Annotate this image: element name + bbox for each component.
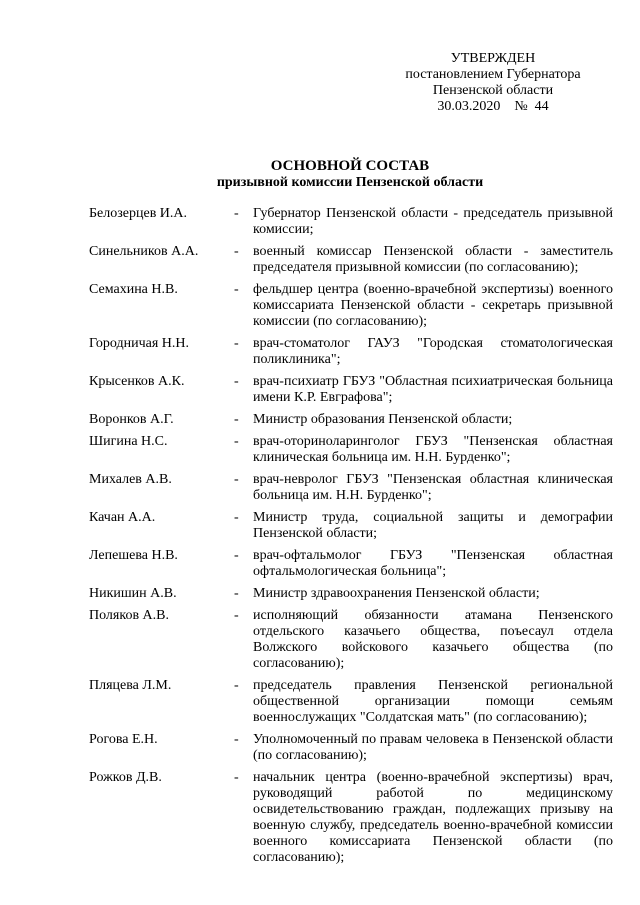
member-dash: - xyxy=(234,770,239,785)
member-dash: - xyxy=(234,732,239,747)
member-name: Городничая Н.Н. xyxy=(89,336,189,351)
member-row xyxy=(89,412,613,428)
member-row xyxy=(89,732,613,764)
member-dash: - xyxy=(234,510,239,525)
member-name: Качан А.А. xyxy=(89,510,156,525)
member-name: Воронков А.Г. xyxy=(89,412,174,427)
member-row xyxy=(89,244,613,276)
member-row xyxy=(89,548,613,580)
member-role: Министр образования Пензенской области; xyxy=(253,412,513,427)
member-role: врач-оториноларинголог ГБУЗ "Пензенская областная клиническая больница им. Н.Н. Бурденко"; xyxy=(253,434,613,465)
member-role: врач-офтальмолог ГБУЗ "Пензенская областная офтальмологическая больница"; xyxy=(253,548,613,579)
member-row xyxy=(89,206,613,238)
member-dash: - xyxy=(234,548,239,563)
member-role: врач-невролог ГБУЗ "Пензенская областная клиническая больница им. Н.Н. Бурденко"; xyxy=(253,472,613,503)
member-name: Рогова Е.Н. xyxy=(89,732,158,747)
member-dash: - xyxy=(234,374,239,389)
member-dash: - xyxy=(234,244,239,259)
member-name: Рожков Д.В. xyxy=(89,770,162,785)
member-name: Никишин А.В. xyxy=(89,586,177,601)
member-dash: - xyxy=(234,412,239,427)
member-role: Министр труда, социальной защиты и демографии Пензенской области; xyxy=(253,510,613,541)
member-dash: - xyxy=(234,434,239,449)
approval-line-2: постановлением Губернатора xyxy=(405,67,581,82)
member-dash: - xyxy=(234,282,239,297)
member-dash: - xyxy=(234,678,239,693)
member-name: Крысенков А.К. xyxy=(89,374,185,389)
member-row xyxy=(89,434,613,466)
member-dash: - xyxy=(234,472,239,487)
members-list xyxy=(89,206,613,872)
member-row xyxy=(89,336,613,368)
member-row xyxy=(89,510,613,542)
member-role: военный комиссар Пензенской области - заместитель председателя призывной комиссии (по согласованию); xyxy=(253,244,613,275)
title-line-1: ОСНОВНОЙ СОСТАВ xyxy=(270,158,430,174)
member-dash: - xyxy=(234,336,239,351)
member-role: Министр здравоохранения Пензенской области; xyxy=(253,586,540,601)
member-role: председатель правления Пензенской региональной общественной организации помощи семьям военнослужащих "Солдатская мать" (по согласованию); xyxy=(253,678,613,725)
approval-stamp xyxy=(388,51,598,115)
member-role: исполняющий обязанности атамана Пензенского отдельского казачьего общества, поъесаул отдела Волжского войскового казачьего общества (по согласованию); xyxy=(253,608,613,671)
member-row xyxy=(89,770,613,866)
member-role: врач-психиатр ГБУЗ "Областная психиатрическая больница имени К.Р. Евграфова"; xyxy=(253,374,613,405)
document-title xyxy=(140,158,560,191)
member-name: Пляцева Л.М. xyxy=(89,678,172,693)
member-role: Губернатор Пензенской области - председатель призывной комиссии; xyxy=(253,206,613,237)
member-name: Синельников А.А. xyxy=(89,244,199,259)
title-line-2: призывной комиссии Пензенской области xyxy=(216,175,484,190)
member-name: Семахина Н.В. xyxy=(89,282,178,297)
member-dash: - xyxy=(234,206,239,221)
member-name: Лепешева Н.В. xyxy=(89,548,178,563)
approval-line-3: Пензенской области xyxy=(432,83,554,98)
member-name: Михалев А.В. xyxy=(89,472,172,487)
member-name: Белозерцев И.А. xyxy=(89,206,188,221)
approval-line-1: УТВЕРЖДЕН xyxy=(450,51,536,66)
member-role: врач-стоматолог ГАУЗ "Городская стоматологическая поликлиника"; xyxy=(253,336,613,367)
member-row xyxy=(89,472,613,504)
approval-line-4: 30.03.2020 № 44 xyxy=(437,99,549,114)
member-role: начальник центра (военно-врачебной экспертизы) врач, руководящий работой по медицинскому освидетельствованию граждан, подлежащих призыву на военную службу, председатель военно-врачебной комиссии военного комиссариата Пензенской области (по согласованию); xyxy=(253,770,613,865)
member-name: Поляков А.В. xyxy=(89,608,170,623)
member-row xyxy=(89,282,613,330)
member-dash: - xyxy=(234,586,239,601)
member-row xyxy=(89,678,613,726)
member-row xyxy=(89,608,613,672)
member-name: Шигина Н.С. xyxy=(89,434,168,449)
member-role: Уполномоченный по правам человека в Пензенской области (по согласованию); xyxy=(253,732,613,763)
member-row xyxy=(89,586,613,602)
member-dash: - xyxy=(234,608,239,623)
member-role: фельдшер центра (военно-врачебной экспертизы) военного комиссариата Пензенской области - секретарь призывной комиссии (по согласованию); xyxy=(253,282,613,329)
member-row xyxy=(89,374,613,406)
